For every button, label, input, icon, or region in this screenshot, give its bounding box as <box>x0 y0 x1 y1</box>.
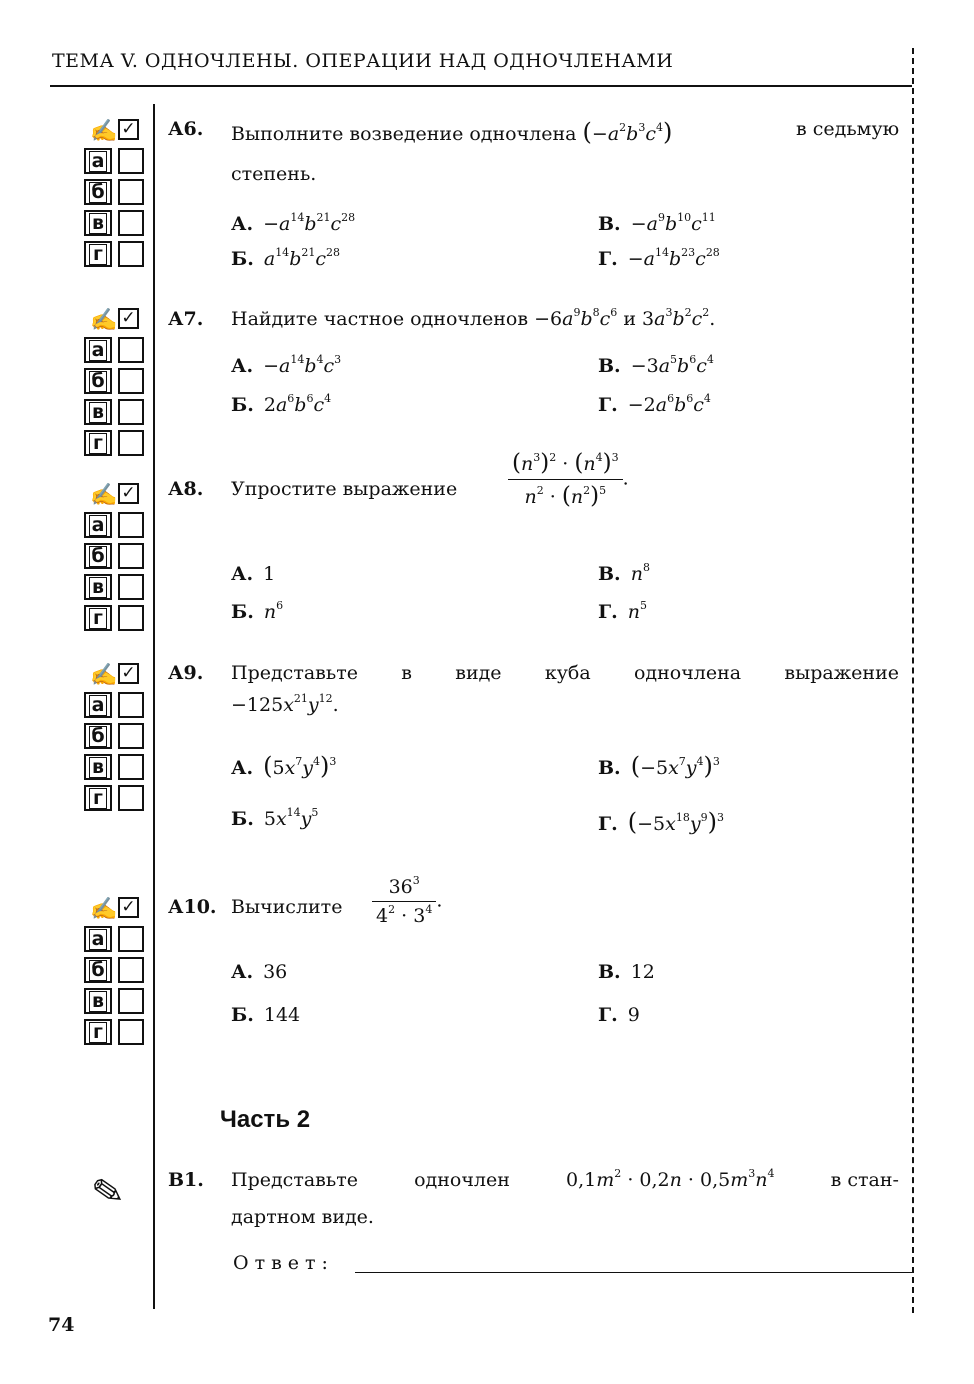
checkbox-icon: ✓ <box>118 897 139 918</box>
checkbox-icon: ✓ <box>118 119 139 140</box>
option-v[interactable]: В. $-3a^5b^6c^4$ <box>598 353 714 377</box>
question-number: В1. <box>168 1169 204 1191</box>
option-g[interactable]: Г. $(-5x^{18}y^9)^3$ <box>598 808 724 836</box>
letter-g: г <box>84 605 112 631</box>
letter-b: б <box>84 543 112 569</box>
answer-boxes-a6 <box>84 116 152 270</box>
pencil-icon: ✎ <box>88 1167 128 1217</box>
pen-icon: ✍ <box>90 663 118 688</box>
expression-fraction: $\frac{36^3}{4^2 \cdot 3^4}$ . <box>372 876 442 927</box>
letter-g: г <box>84 785 112 811</box>
pen-icon: ✍ <box>90 897 118 922</box>
answer-checkbox-b[interactable] <box>118 368 144 394</box>
option-v[interactable]: В. 12 <box>598 961 655 983</box>
letter-b: б <box>84 957 112 983</box>
letter-v: в <box>84 399 112 425</box>
option-v[interactable]: В. $-a^9b^{10}c^{11}$ <box>598 211 716 235</box>
answer-checkbox-a[interactable] <box>118 692 144 718</box>
option-b[interactable]: Б. $a^{14}b^{21}c^{28}$ <box>231 246 341 270</box>
letter-b: б <box>84 179 112 205</box>
answer-checkbox-g[interactable] <box>118 1019 144 1045</box>
question-text-line2: степень. <box>231 163 317 185</box>
option-v[interactable]: В. $(-5x^7y^4)^3$ <box>598 752 720 780</box>
question-text-line2: дартном виде. <box>231 1206 374 1228</box>
letter-a: а <box>84 148 112 174</box>
answer-checkbox-v[interactable] <box>118 754 144 780</box>
question-text: Представьте в виде куба одночлена выражение <box>231 662 899 684</box>
option-b[interactable]: Б. 144 <box>231 1004 301 1026</box>
option-b[interactable]: Б. $n^6$ <box>231 599 284 623</box>
page-header: ТЕМА V. ОДНОЧЛЕНЫ. ОПЕРАЦИИ НАД ОДНОЧЛЕНАМИ <box>52 50 674 72</box>
section-title: Часть 2 <box>220 1106 311 1133</box>
letter-v: в <box>84 210 112 236</box>
question-number: А8. <box>168 478 204 500</box>
answer-checkbox-g[interactable] <box>118 605 144 631</box>
answer-checkbox-b[interactable] <box>118 957 144 983</box>
answer-checkbox-a[interactable] <box>118 148 144 174</box>
letter-a: а <box>84 512 112 538</box>
letter-g: г <box>84 430 112 456</box>
letter-a: а <box>84 692 112 718</box>
answer-boxes-a7 <box>84 305 152 459</box>
letter-a: а <box>84 337 112 363</box>
question-text: Представьте одночлен $0,1m^2 \cdot 0,2n \cdot 0,5m^3n^4$ в стан- <box>231 1167 899 1191</box>
option-a[interactable]: А. 1 <box>231 563 276 585</box>
question-number: А6. <box>168 118 204 140</box>
answer-checkbox-v[interactable] <box>118 574 144 600</box>
answer-checkbox-a[interactable] <box>118 337 144 363</box>
page-number: 74 <box>48 1314 75 1336</box>
question-number: А10. <box>168 896 217 918</box>
pen-icon: ✍ <box>90 119 118 144</box>
answer-checkbox-g[interactable] <box>118 241 144 267</box>
answer-checkbox-b[interactable] <box>118 179 144 205</box>
letter-b: б <box>84 368 112 394</box>
question-text-line2: $-125x^{21}y^{12}$. <box>231 692 339 716</box>
answer-checkbox-b[interactable] <box>118 723 144 749</box>
header-rule <box>50 85 912 87</box>
letter-v: в <box>84 988 112 1014</box>
checkbox-icon: ✓ <box>118 663 139 684</box>
answer-checkbox-v[interactable] <box>118 399 144 425</box>
letter-g: г <box>84 1019 112 1045</box>
option-a[interactable]: А. $-a^{14}b^{21}c^{28}$ <box>231 211 356 235</box>
letter-v: в <box>84 574 112 600</box>
answer-label: Ответ: <box>233 1252 334 1274</box>
answer-input-line[interactable] <box>355 1272 912 1273</box>
option-a[interactable]: А. $-a^{14}b^4c^3$ <box>231 353 342 377</box>
answer-checkbox-v[interactable] <box>118 988 144 1014</box>
answer-boxes-a9 <box>84 660 152 814</box>
letter-b: б <box>84 723 112 749</box>
question-number: А7. <box>168 308 204 330</box>
margin-line <box>153 104 155 1309</box>
letter-v: в <box>84 754 112 780</box>
question-text: Выполните возведение одночлена $(-a^2b^3c^4)$ <box>231 118 673 146</box>
option-a[interactable]: А. 36 <box>231 961 288 983</box>
question-text: Упростите выражение <box>231 478 458 500</box>
question-number: А9. <box>168 662 204 684</box>
question-text: Найдите частное одночленов $-6a^9b^8c^6$ и $3a^3b^2c^2$. <box>231 306 716 330</box>
answer-checkbox-g[interactable] <box>118 785 144 811</box>
checkbox-icon: ✓ <box>118 483 139 504</box>
question-text-end: в седьмую <box>796 118 900 140</box>
pen-icon: ✍ <box>90 308 118 333</box>
option-g[interactable]: Г. $n^5$ <box>598 599 647 623</box>
option-g[interactable]: Г. $-2a^6b^6c^4$ <box>598 392 711 416</box>
option-a[interactable]: А. $(5x^7y^4)^3$ <box>231 752 337 780</box>
answer-checkbox-v[interactable] <box>118 210 144 236</box>
pen-icon: ✍ <box>90 483 118 508</box>
option-b[interactable]: Б. $2a^6b^6c^4$ <box>231 392 332 416</box>
answer-checkbox-g[interactable] <box>118 430 144 456</box>
answer-checkbox-a[interactable] <box>118 512 144 538</box>
option-g[interactable]: Г. $-a^{14}b^{23}c^{28}$ <box>598 246 720 270</box>
question-text: Вычислите <box>231 896 343 918</box>
checkbox-icon: ✓ <box>118 308 139 329</box>
expression-fraction: $\frac{(n^3)^2 \cdot (n^4)^3}{n^2 \cdot (n^2)^5}$ . <box>508 450 629 509</box>
option-b[interactable]: Б. $5x^{14}y^5$ <box>231 806 319 830</box>
option-g[interactable]: Г. 9 <box>598 1004 640 1026</box>
letter-a: а <box>84 926 112 952</box>
cut-line <box>912 48 914 1313</box>
answer-checkbox-a[interactable] <box>118 926 144 952</box>
answer-boxes-a10 <box>84 894 152 1048</box>
answer-checkbox-b[interactable] <box>118 543 144 569</box>
option-v[interactable]: В. $n^8$ <box>598 561 650 585</box>
letter-g: г <box>84 241 112 267</box>
answer-boxes-a8 <box>84 480 152 634</box>
